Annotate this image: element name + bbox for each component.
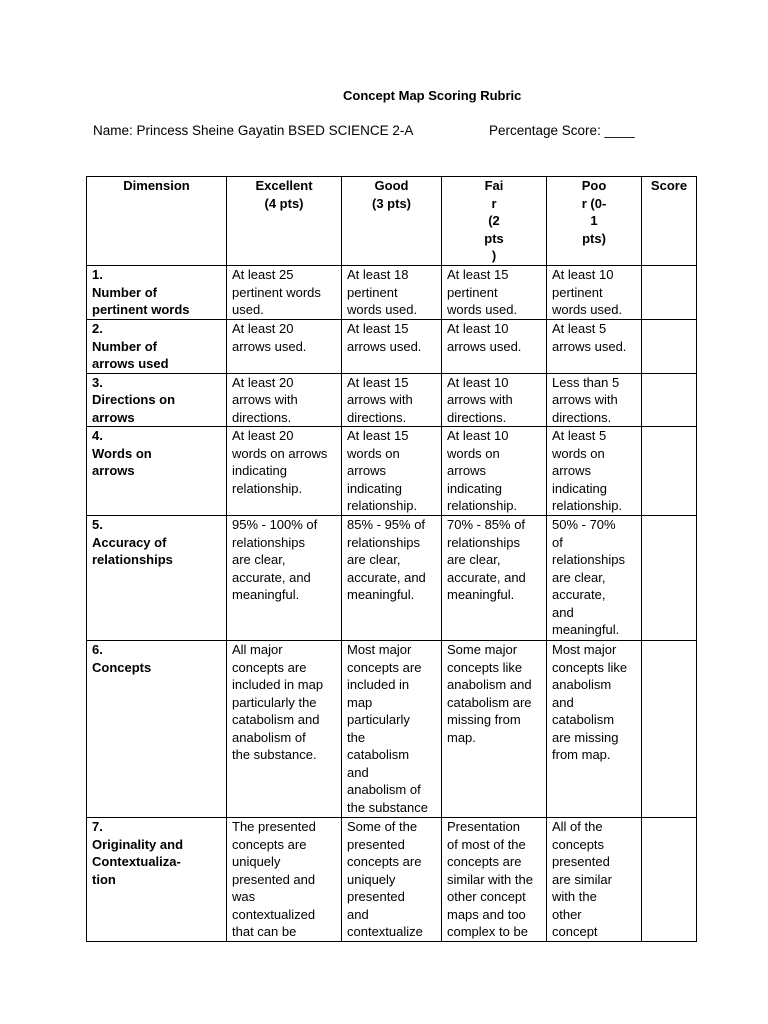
fair-cell: 70% - 85% of relationships are clear, accurate, and meaningful. xyxy=(442,516,547,641)
good-cell: At least 15 arrows used. xyxy=(342,320,442,374)
percentage-score-line: Percentage Score: ____ xyxy=(489,123,635,138)
header-row xyxy=(87,177,697,266)
poor-cell: At least 5 words on arrows indicating relationship. xyxy=(547,427,642,516)
poor-cell: All of the concepts presented are similar with the other concept xyxy=(547,818,642,942)
dimension-cell xyxy=(87,818,227,942)
fair-cell: Presentation of most of the concepts are similar with the other concept maps and too complex to be xyxy=(442,818,547,942)
good-cell: At least 18 pertinent words used. xyxy=(342,266,442,320)
excellent-cell: At least 20 arrows with directions. xyxy=(227,373,342,427)
fair-cell: Some major concepts like anabolism and catabolism are missing from map. xyxy=(442,641,547,818)
score-cell xyxy=(642,641,697,818)
header-fair: Fai r (2 pts ) xyxy=(442,177,547,266)
good-cell: Some of the presented concepts are uniquely presented and contextualize xyxy=(342,818,442,942)
header-dimension: Dimension xyxy=(87,177,227,266)
row-number: 3. xyxy=(92,374,103,390)
row-number: 5. xyxy=(92,517,103,532)
excellent-cell: At least 25 pertinent words used. xyxy=(227,266,342,320)
fair-cell: At least 10 arrows used. xyxy=(442,320,547,374)
score-cell xyxy=(642,818,697,942)
table-row xyxy=(87,641,697,818)
row-number: 2. xyxy=(92,321,103,336)
fair-cell: At least 10 words on arrows indicating relationship. xyxy=(442,427,547,516)
dimension-cell xyxy=(87,320,227,374)
score-cell xyxy=(642,516,697,641)
fair-cell: At least 10 arrows with directions. xyxy=(442,373,547,427)
excellent-cell: 95% - 100% of relationships are clear, accurate, and meaningful. xyxy=(227,516,342,641)
document-title: Concept Map Scoring Rubric xyxy=(343,88,522,103)
dimension-label: Words on arrows xyxy=(92,445,152,478)
good-cell: At least 15 arrows with directions. xyxy=(342,373,442,427)
dimension-label: Concepts xyxy=(92,659,152,675)
row-number: 6. xyxy=(92,642,103,657)
score-cell xyxy=(642,320,697,374)
row-number: 7. xyxy=(92,819,103,834)
excellent-cell: At least 20 arrows used. xyxy=(227,320,342,374)
student-name-line: Name: Princess Sheine Gayatin BSED SCIENCE 2-A xyxy=(93,123,414,138)
excellent-cell: The presented concepts are uniquely presented and was contextualized that can be xyxy=(227,818,342,942)
dimension-label: Originality and Contextualiza- tion xyxy=(92,836,184,887)
poor-cell: 50% - 70% of relationships are clear, accurate, and meaningful. xyxy=(547,516,642,641)
dimension-cell xyxy=(87,641,227,818)
score-cell xyxy=(642,427,697,516)
row-number: 1. xyxy=(92,267,103,282)
table-row xyxy=(87,373,697,427)
poor-cell: Less than 5 arrows with directions. xyxy=(547,373,642,427)
good-cell: Most major concepts are included in map particularly the catabolism and anabolism of the substance xyxy=(342,641,442,818)
good-cell: At least 15 words on arrows indicating relationship. xyxy=(342,427,442,516)
header-poor: Poo r (0- 1 pts) xyxy=(547,177,642,266)
header-good: Good (3 pts) xyxy=(342,177,442,266)
row-number: 4. xyxy=(92,428,103,443)
poor-cell: At least 5 arrows used. xyxy=(547,320,642,374)
table-row xyxy=(87,818,697,942)
table-row xyxy=(87,516,697,641)
dimension-cell xyxy=(87,427,227,516)
poor-cell: Most major concepts like anabolism and catabolism are missing from map. xyxy=(547,641,642,818)
header-excellent: Excellent (4 pts) xyxy=(227,177,342,266)
dimension-label: Accuracy of relationships xyxy=(92,534,173,567)
rubric-table xyxy=(86,176,697,942)
table-row xyxy=(87,266,697,320)
dimension-cell xyxy=(87,373,227,427)
score-cell xyxy=(642,373,697,427)
dimension-label: Number of arrows used xyxy=(92,338,169,371)
excellent-cell: At least 20 words on arrows indicating relationship. xyxy=(227,427,342,516)
dimension-label: Directions on arrows xyxy=(92,392,176,425)
dimension-cell xyxy=(87,266,227,320)
good-cell: 85% - 95% of relationships are clear, accurate, and meaningful. xyxy=(342,516,442,641)
score-cell xyxy=(642,266,697,320)
dimension-cell xyxy=(87,516,227,641)
dimension-label: Number of pertinent words xyxy=(92,284,190,317)
poor-cell: At least 10 pertinent words used. xyxy=(547,266,642,320)
fair-cell: At least 15 pertinent words used. xyxy=(442,266,547,320)
excellent-cell: All major concepts are included in map particularly the catabolism and anabolism of the substance. xyxy=(227,641,342,818)
table-row xyxy=(87,427,697,516)
table-row xyxy=(87,320,697,374)
header-score: Score xyxy=(642,177,697,266)
